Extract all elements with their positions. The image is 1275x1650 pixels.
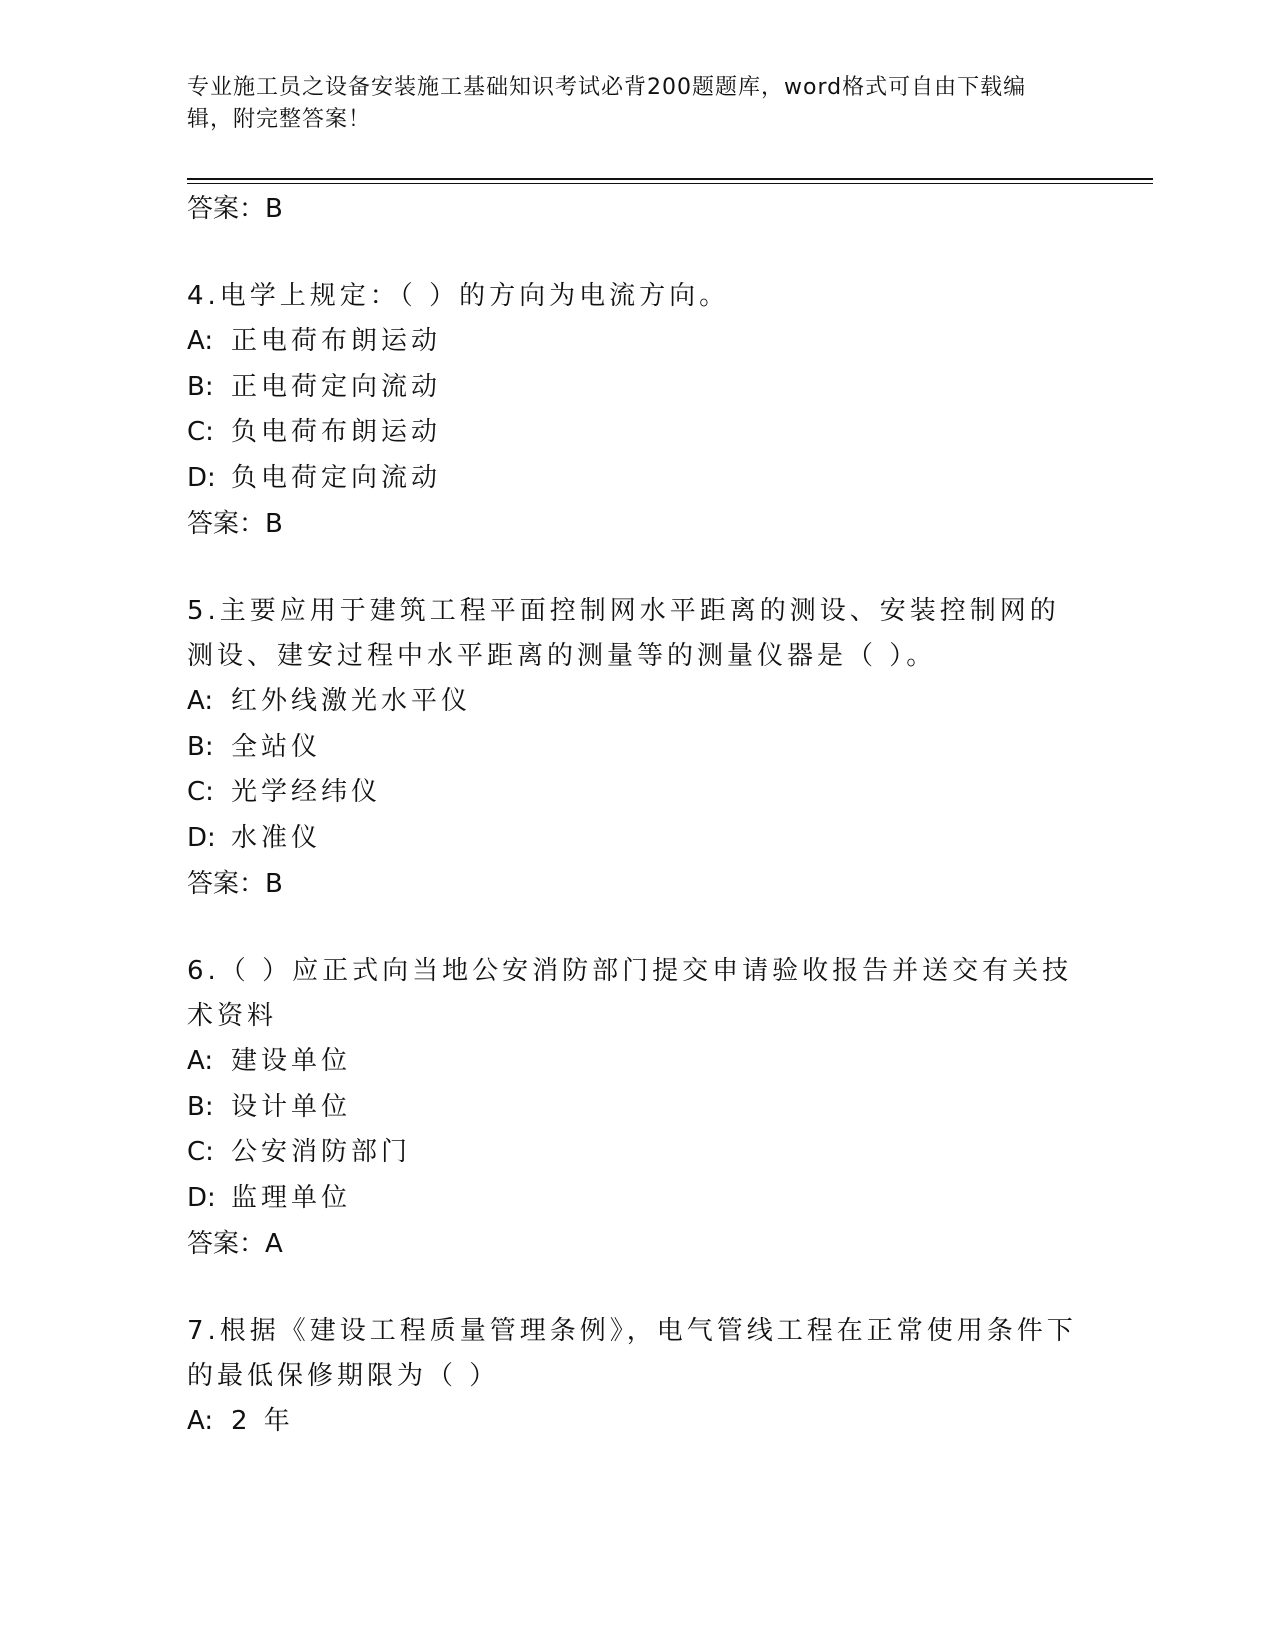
option-text: 光学经纬仪 [231, 777, 382, 807]
option-d [187, 456, 1087, 502]
question-text: 4.电学上规定：（ ）的方向为电流方向。 [187, 281, 730, 311]
option-text: 正电荷布朗运动 [231, 326, 442, 356]
option-label: D: [187, 462, 216, 493]
option-text: 正电荷定向流动 [231, 371, 442, 402]
answer-line: 答案：B [187, 509, 283, 539]
answer-line: 答案：B [187, 194, 283, 224]
option-text: 负电荷布朗运动 [231, 417, 442, 447]
option-label: A: [187, 1046, 214, 1076]
document-header: 专业施工员之设备安装施工基础知识考试必背200题题库，word格式可自由下载编辑，附完整答案！ [187, 75, 1027, 132]
option-c [187, 1130, 1087, 1176]
option-a [187, 679, 1087, 725]
option-b [187, 725, 1087, 771]
option-label: C: [187, 417, 214, 447]
option-text: 监理单位 [231, 1182, 352, 1213]
question-text: 6.（ ）应正式向当地公安消防部门提交申请验收报告并送交有关技术资料 [187, 956, 1073, 1031]
option-text: 2 年 [231, 1406, 294, 1436]
question-text: 7.根据《建设工程质量管理条例》，电气管线工程在正常使用条件下的最低保修期限为（ ） [187, 1316, 1077, 1391]
option-text: 全站仪 [231, 731, 322, 762]
question-text: 5.主要应用于建筑工程平面控制网水平距离的测设、安装控制网的测设、建安过程中水平距离的测量等的测量仪器是（ ）。 [187, 596, 1060, 671]
header-divider-thin [187, 183, 1153, 184]
option-label: D: [187, 1182, 216, 1213]
option-b [187, 365, 1087, 411]
option-text: 建设单位 [231, 1046, 352, 1076]
option-label: D: [187, 822, 216, 853]
option-d [187, 1176, 1087, 1222]
answer-line: 答案：B [187, 869, 283, 899]
option-label: B: [187, 1091, 214, 1122]
option-c [187, 770, 1087, 816]
header-divider [187, 178, 1153, 180]
option-c [187, 410, 1087, 456]
option-text: 公安消防部门 [231, 1137, 412, 1167]
option-d [187, 816, 1087, 862]
question-list [187, 186, 1087, 1445]
option-text: 负电荷定向流动 [231, 462, 442, 493]
option-label: C: [187, 777, 214, 807]
option-text: 水准仪 [231, 822, 322, 853]
option-text: 设计单位 [231, 1091, 352, 1122]
option-text: 红外线激光水平仪 [231, 686, 472, 716]
option-a [187, 319, 1087, 365]
option-a [187, 1399, 1087, 1445]
option-label: A: [187, 326, 214, 356]
option-label: A: [187, 686, 214, 716]
option-label: B: [187, 371, 214, 402]
option-label: B: [187, 731, 214, 762]
option-label: A: [187, 1406, 214, 1436]
option-b [187, 1085, 1087, 1131]
option-label: C: [187, 1137, 214, 1167]
option-a [187, 1039, 1087, 1085]
answer-line: 答案：A [187, 1229, 283, 1259]
